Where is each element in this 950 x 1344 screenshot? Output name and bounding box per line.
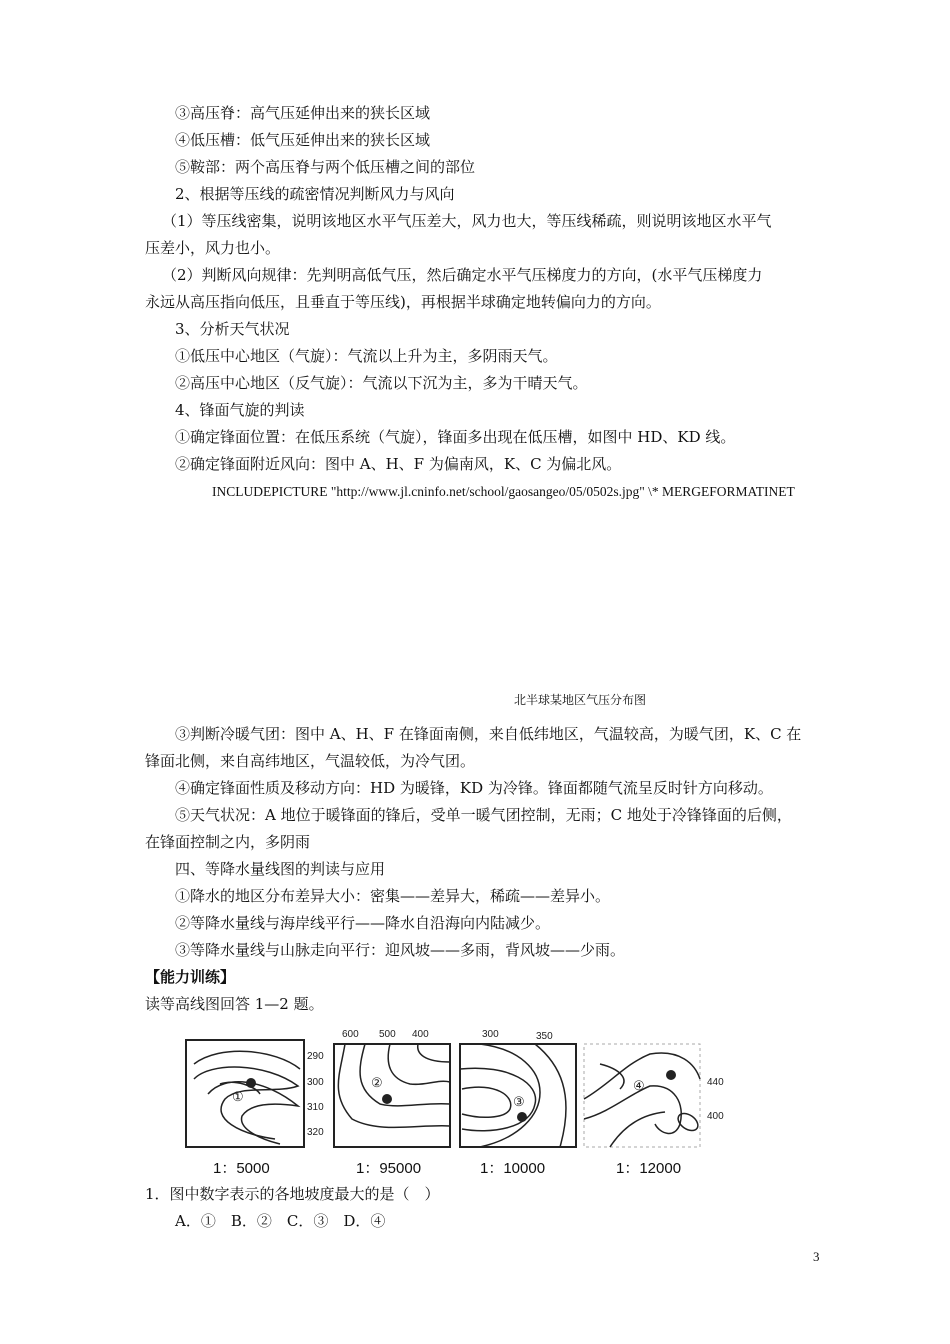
text-line: ⑤天气状况：A 地位于暖锋面的锋后，受单一暖气团控制，无雨；C 地处于冷锋锋面的后侧，	[175, 806, 792, 824]
contour-value-label: 400	[412, 1029, 429, 1040]
text-line: 永远从高压指向低压，且垂直于等压线)，再根据半球确定地转偏向力的方向。	[145, 293, 661, 311]
map-scale-label: 1：12000	[616, 1160, 682, 1177]
question-intro: 读等高线图回答 1—2 题。	[145, 995, 324, 1013]
contour-value-label: 440	[707, 1077, 724, 1088]
map-scale-label: 1：95000	[356, 1160, 422, 1177]
contour-map-4	[584, 1044, 724, 1147]
text-line: 4、锋面气旋的判读	[175, 401, 305, 419]
text-line: ②高压中心地区（反气旋）：气流以下沉为主，多为干晴天气。	[175, 374, 588, 392]
contour-map-3	[460, 1029, 576, 1147]
contour-value-label: 350	[536, 1031, 553, 1042]
question-options: A．① B．② C．③ D．④	[175, 1212, 386, 1230]
contour-value-label: 290	[307, 1051, 324, 1062]
text-line: ⑤鞍部：两个高压脊与两个低压槽之间的部位	[175, 158, 476, 176]
contour-value-label: 300	[307, 1077, 324, 1088]
contour-value-label: 310	[307, 1102, 324, 1113]
contour-value-label: 300	[482, 1029, 499, 1040]
text-line: 2、根据等压线的疏密情况判断风力与风向	[175, 185, 455, 203]
contour-map-1	[186, 1040, 324, 1147]
text-line: 压差小，风力也小。	[145, 239, 281, 257]
map-marker-label: ①	[232, 1089, 244, 1104]
text-line: 四、等降水量线图的判读与应用	[175, 860, 386, 878]
field-code-text: INCLUDEPICTURE "http://www.jl.cninfo.net/school/gaosangeo/05/0502s.jpg" \* MERGEFORMATINET	[212, 484, 795, 499]
contour-value-label: 320	[307, 1127, 324, 1138]
map-marker-label: ④	[633, 1078, 645, 1093]
page-number: 3	[813, 1249, 820, 1264]
text-line: 在锋面控制之内，多阴雨	[145, 833, 311, 851]
contour-map-2	[334, 1029, 450, 1147]
text-line: ④确定锋面性质及移动方向：HD 为暖锋，KD 为冷锋。锋面都随气流呈反时针方向移动。	[175, 779, 773, 797]
map-marker-label: ②	[371, 1075, 383, 1090]
text-line: ③高压脊：高气压延伸出来的狭长区域	[175, 104, 431, 122]
text-line: ②等降水量线与海岸线平行——降水自沿海向内陆减少。	[175, 914, 551, 932]
text-line: ③判断冷暖气团：图中 A、H、F 在锋面南侧，来自低纬地区，气温较高，为暖气团，K、C 在	[175, 725, 802, 743]
map-scale-label: 1：5000	[213, 1160, 270, 1177]
text-line: ②确定锋面附近风向：图中 A、H、F 为偏南风，K、C 为偏北风。	[175, 455, 622, 473]
text-line: （2）判断风向规律：先判明高低气压，然后确定水平气压梯度力的方向，(水平气压梯度力	[162, 266, 763, 284]
text-line: 锋面北侧，来自高纬地区，气温较低，为冷气团。	[145, 752, 476, 770]
figure-caption: 北半球某地区气压分布图	[514, 693, 647, 707]
text-line: ④低压槽：低气压延伸出来的狭长区域	[175, 131, 431, 149]
contour-value-label: 600	[342, 1029, 359, 1040]
section-heading: 【能力训练】	[145, 968, 236, 986]
contour-value-label: 500	[379, 1029, 396, 1040]
text-line: ①降水的地区分布差异大小：密集——差异大，稀疏——差异小。	[175, 887, 611, 905]
text-line: ③等降水量线与山脉走向平行：迎风坡——多雨，背风坡——少雨。	[175, 941, 626, 959]
contour-value-label: 400	[707, 1111, 724, 1122]
question-text: 1．图中数字表示的各地坡度最大的是（ ）	[145, 1185, 440, 1203]
map-marker-label: ③	[513, 1094, 525, 1109]
text-line: ①确定锋面位置：在低压系统（气旋），锋面多出现在低压槽，如图中 HD、KD 线。	[175, 428, 736, 446]
text-line: （1）等压线密集，说明该地区水平气压差大，风力也大，等压线稀疏，则说明该地区水平气	[162, 212, 772, 230]
text-line: ①低压中心地区（气旋）：气流以上升为主，多阴雨天气。	[175, 347, 558, 365]
map-scale-label: 1：10000	[480, 1160, 546, 1177]
text-line: 3、分析天气状况	[175, 320, 290, 338]
